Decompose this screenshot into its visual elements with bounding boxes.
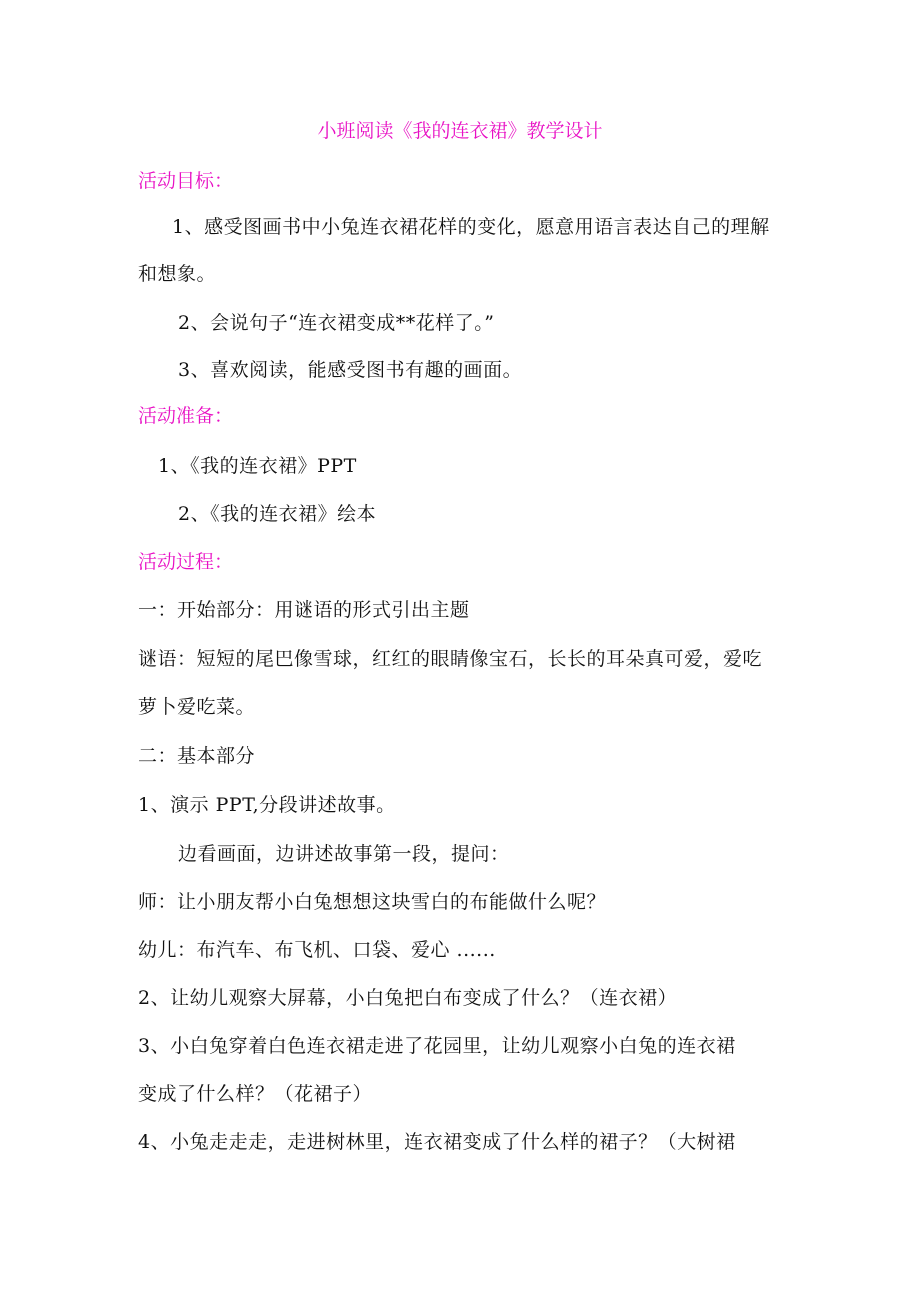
process-part-2: 二：基本部分 <box>138 745 256 767</box>
prep-heading: 活动准备： <box>138 405 234 427</box>
process-step-1: 1、演示 PPT,分段讲述故事。 <box>138 794 396 816</box>
process-step-4: 4、小兔走走走，走进树林里，连衣裙变成了什么样的裙子？（大树裙 <box>138 1131 736 1153</box>
document-title: 小班阅读《我的连衣裙》教学设计 <box>317 120 603 142</box>
process-part-1: 一：开始部分：用谜语的形式引出主题 <box>138 599 470 621</box>
process-step-2: 2、让幼儿观察大屏幕，小白兔把白布变成了什么？（连衣裙） <box>138 987 678 1009</box>
teacher-question: 师：让小朋友帮小白兔想想这块雪白的布能做什么呢？ <box>138 891 607 913</box>
prep-item-2: 2、《我的连衣裙》绘本 <box>178 503 377 525</box>
riddle-line-2: 萝卜爱吃菜。 <box>138 696 256 718</box>
goal-item-3: 3、喜欢阅读，能感受图书有趣的画面。 <box>178 359 523 381</box>
goal-item-1-line-1: 1、感受图画书中小兔连衣裙花样的变化，愿意用语言表达自己的理解 <box>172 216 770 238</box>
riddle-line-1: 谜语：短短的尾巴像雪球，红红的眼睛像宝石，长长的耳朵真可爱，爱吃 <box>138 648 763 670</box>
prep-item-1: 1、《我的连衣裙》PPT <box>158 455 357 477</box>
process-step-3-line-1: 3、小白兔穿着白色连衣裙走进了花园里，让幼儿观察小白兔的连衣裙 <box>138 1035 736 1057</box>
process-step-1-sub: 边看画面，边讲述故事第一段，提问： <box>178 843 510 865</box>
goals-heading: 活动目标： <box>138 170 234 192</box>
process-step-3-line-2: 变成了什么样？（花裙子） <box>138 1083 373 1105</box>
process-heading: 活动过程： <box>138 551 234 573</box>
goal-item-2: 2、会说句子“连衣裙变成**花样了。” <box>178 312 495 334</box>
child-answer: 幼儿：布汽车、布飞机、口袋、爱心 ...... <box>138 939 496 961</box>
goal-item-1-line-2: 和想象。 <box>138 263 217 285</box>
